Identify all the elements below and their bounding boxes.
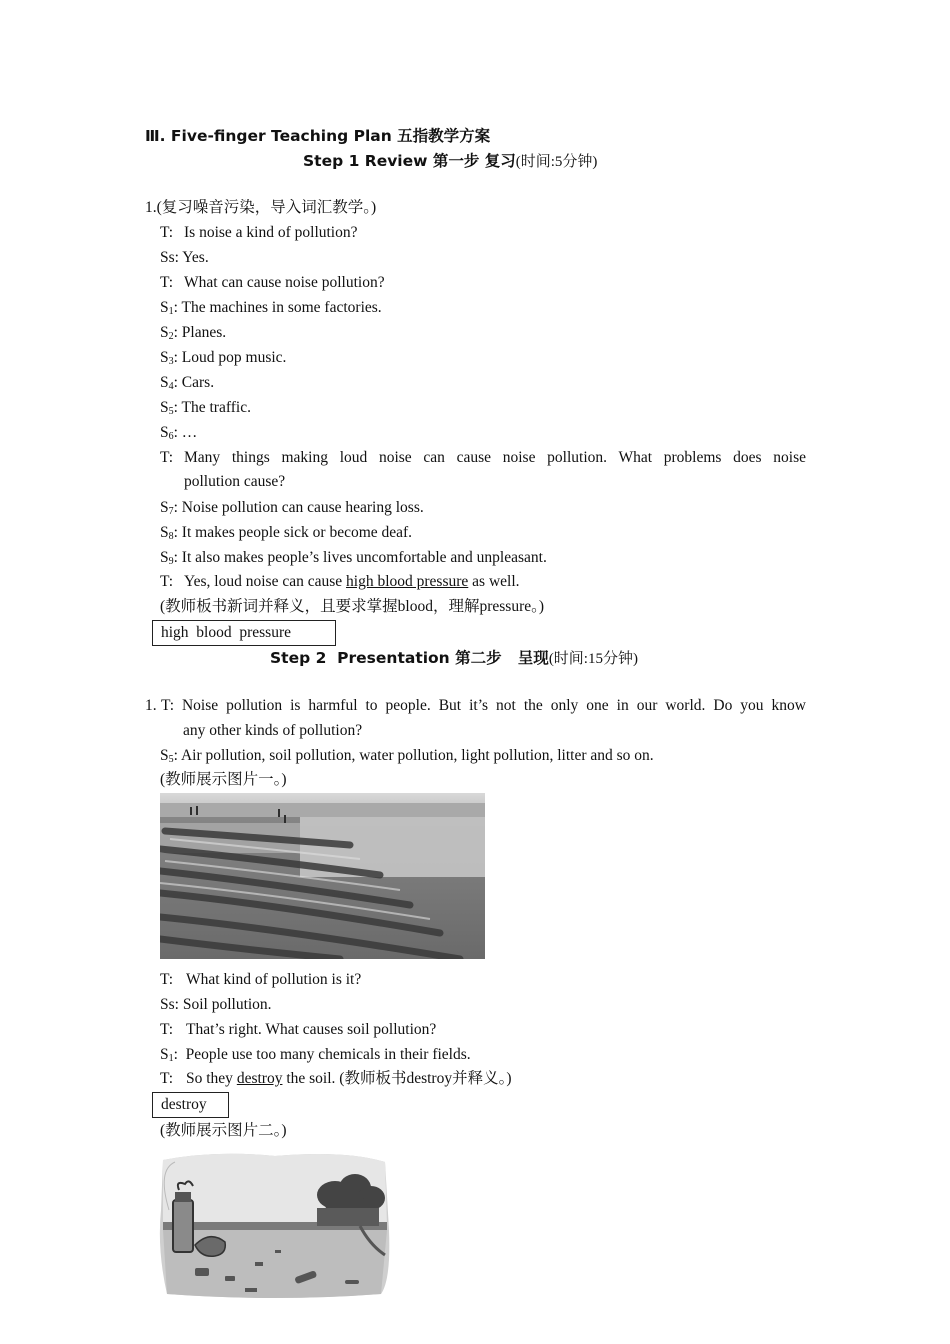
speaker-index: 5: [168, 406, 174, 417]
speaker: T:: [160, 1021, 174, 1038]
line-text: Yes.: [182, 249, 209, 266]
speaker-index: 4: [168, 381, 174, 392]
dialog-line: [160, 223, 358, 243]
board-word: high blood pressure: [161, 624, 292, 641]
t-question-line2: pollution cause?: [184, 473, 286, 490]
dialog-line: $S_5$: Air pollution, soil pollution, water pollution, light pollution, litter and so on.: [160, 747, 654, 765]
speaker-index: 1: [168, 1053, 174, 1064]
speaker-index: 6: [168, 431, 174, 442]
speaker: Ss:: [160, 249, 179, 266]
new-word-underlined: destroy: [236, 1070, 283, 1087]
speaker: T:: [160, 573, 174, 590]
line-text: Is noise a kind of pollution?: [184, 224, 358, 241]
speaker: T:: [160, 971, 174, 988]
dialog-line: [160, 298, 382, 318]
t-speaker: T:: [160, 449, 174, 466]
dialog-line: [160, 348, 286, 368]
teacher-note: (教师展示图片二。): [160, 1122, 287, 1139]
line-text: : Noise pollution can cause hearing loss.: [173, 499, 424, 516]
speaker: Ss:: [160, 996, 179, 1013]
speaker: S: [160, 299, 169, 316]
dialog-line: [160, 1045, 471, 1065]
line-text: : It makes people sick or become deaf.: [173, 524, 413, 541]
line-text: : Planes.: [173, 324, 227, 341]
board-word-box: [152, 1092, 229, 1118]
speaker-index: 3: [168, 356, 174, 367]
t-question-line1: Many things making loud noise can cause noise pollution. What problems does noise: [184, 449, 806, 466]
speaker: S: [160, 424, 169, 441]
speaker-index: 7: [168, 506, 174, 517]
step2-heading: [270, 648, 638, 669]
line-text-end: the soil. (教师板书destroy并释义。): [282, 1070, 512, 1087]
step2-heading-text: Step 2 Presentation 第二步 呈现: [270, 649, 549, 667]
littered-ground-cartoon: [155, 1150, 392, 1300]
step2-item-number: 1.: [145, 697, 157, 714]
dialog-line: [160, 548, 547, 568]
step2-t-intro-line1: T: Noise pollution is harmful to people. But it’s not the only one in our world. Do you know: [161, 697, 806, 714]
speaker: S: [160, 324, 169, 341]
dialog-line: [160, 398, 251, 418]
speaker-index: 8: [168, 531, 174, 542]
line-text: : Cars.: [173, 374, 215, 391]
line-text-end: as well.: [468, 573, 520, 590]
t-final-line: [160, 572, 520, 592]
speaker: S: [160, 549, 169, 566]
line-text: : The machines in some factories.: [173, 299, 382, 316]
dialog-line: [160, 1020, 436, 1040]
speaker: S: [160, 524, 169, 541]
line-text: What can cause noise pollution?: [184, 274, 385, 291]
line-text: : …: [173, 424, 198, 441]
line-text: : Loud pop music.: [173, 349, 287, 366]
step2-t-intro-line2: any other kinds of pollution?: [183, 722, 363, 739]
speaker: S: [160, 349, 169, 366]
line-text: : The traffic.: [173, 399, 251, 416]
speaker: S: [160, 374, 169, 391]
dialog-line: [160, 498, 424, 518]
line-text: That’s right. What causes soil pollution?: [186, 1021, 437, 1038]
dialog-line: [160, 248, 209, 268]
step2-time: (时间:15分钟): [548, 651, 638, 667]
line-text: : Air pollution, soil pollution, water pollution, light pollution, litter and so on.: [173, 747, 654, 764]
step1-heading: [303, 151, 597, 172]
line-text: So they: [186, 1070, 237, 1087]
new-word-underlined: high blood pressure: [346, 573, 469, 590]
line-text: : It also makes people’s lives uncomfortable and unpleasant.: [173, 549, 547, 566]
dialog-line: [160, 995, 272, 1015]
dialog-line: [160, 373, 214, 393]
step1-time: (时间:5分钟): [515, 154, 598, 170]
step1-intro-text: (复习噪音污染，导入词汇教学。): [156, 199, 377, 216]
speaker: T:: [160, 224, 174, 241]
teacher-note: (教师展示图片一。): [160, 771, 287, 788]
line-text: : People use too many chemicals in their fields.: [173, 1046, 471, 1063]
speaker: T:: [160, 274, 174, 291]
dialog-line: [160, 423, 197, 443]
board-word-box: [152, 620, 336, 646]
dialog-line: [160, 970, 361, 990]
line-text: Yes, loud noise can cause: [184, 573, 347, 590]
t-destroy-line: [160, 1069, 512, 1089]
speaker-index: 2: [168, 331, 174, 342]
teacher-note: (教师板书新词并释义，且要求掌握blood，理解pressure。): [160, 598, 545, 615]
step1-item-number: 1.: [145, 199, 157, 216]
document-title: Ⅲ. Five-finger Teaching Plan 五指教学方案: [145, 127, 491, 145]
speaker: S: [160, 499, 169, 516]
speaker-index: 9: [168, 556, 174, 567]
step1-heading-text: Step 1 Review 第一步 复习: [303, 152, 516, 170]
dialog-line: [160, 273, 385, 293]
speaker: T:: [160, 1070, 174, 1087]
step1-intro: [145, 198, 376, 218]
speaker: S: [160, 399, 169, 416]
speaker: S: [160, 1046, 169, 1063]
speaker-index: 5: [168, 754, 174, 765]
polluted-field-photo: [160, 793, 485, 959]
speaker-index: 1: [168, 306, 174, 317]
line-text: Soil pollution.: [182, 996, 272, 1013]
board-word: destroy: [161, 1096, 207, 1113]
dialog-line: [160, 523, 412, 543]
dialog-line: [160, 323, 226, 343]
line-text: What kind of pollution is it?: [186, 971, 362, 988]
